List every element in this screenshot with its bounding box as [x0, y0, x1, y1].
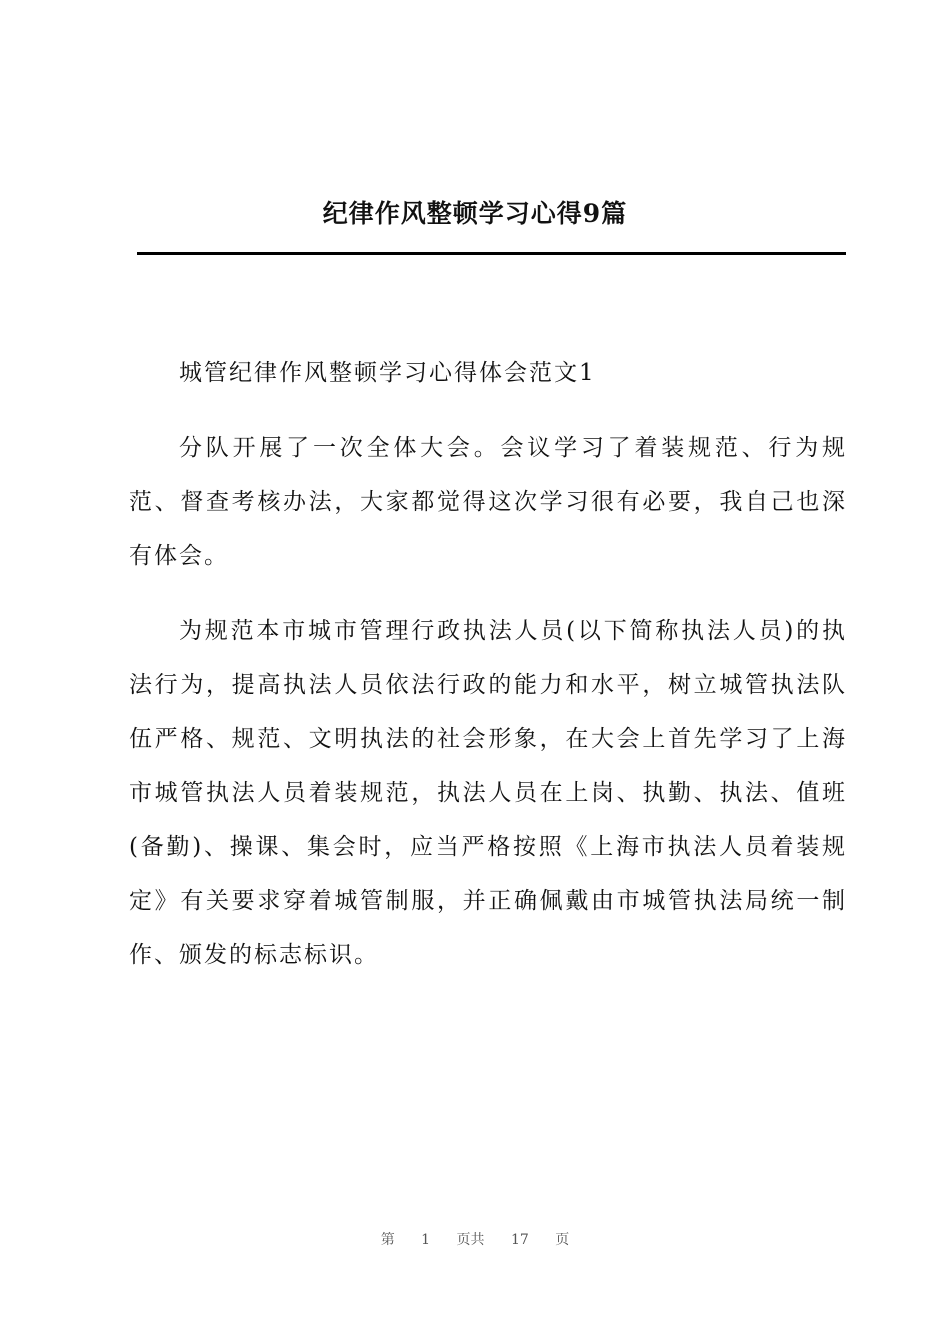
document-body	[129, 346, 847, 1003]
total-pages-number: 17	[511, 1232, 529, 1248]
paragraph: 为规范本市城市管理行政执法人员(以下简称执法人员)的执法行为，提高执法人员依法行政的能力和水平，树立城管执法队伍严格、规范、文明执法的社会形象，在大会上首先学习了上海市城管执法人员着装规范，执法人员在上岗、执勤、执法、值班(备勤)、操课、集会时，应当严格按照《上海市执法人员着装规定》有关要求穿着城管制服，并正确佩戴由市城管执法局统一制作、颁发的标志标识。	[129, 618, 847, 968]
page-label-prefix: 第	[380, 1232, 395, 1248]
page-footer	[0, 1229, 950, 1249]
page-label-mid: 页共	[456, 1232, 485, 1248]
section-heading: 城管纪律作风整顿学习心得体会范文1	[179, 360, 596, 386]
title-underline	[137, 252, 846, 255]
paragraph: 分队开展了一次全体大会。会议学习了着装规范、行为规范、督查考核办法，大家都觉得这次学习很有必要，我自己也深有体会。	[129, 435, 847, 569]
page-label-suffix: 页	[555, 1232, 570, 1248]
document-title: 纪律作风整顿学习心得9篇	[322, 199, 628, 228]
current-page-number: 1	[421, 1232, 431, 1248]
